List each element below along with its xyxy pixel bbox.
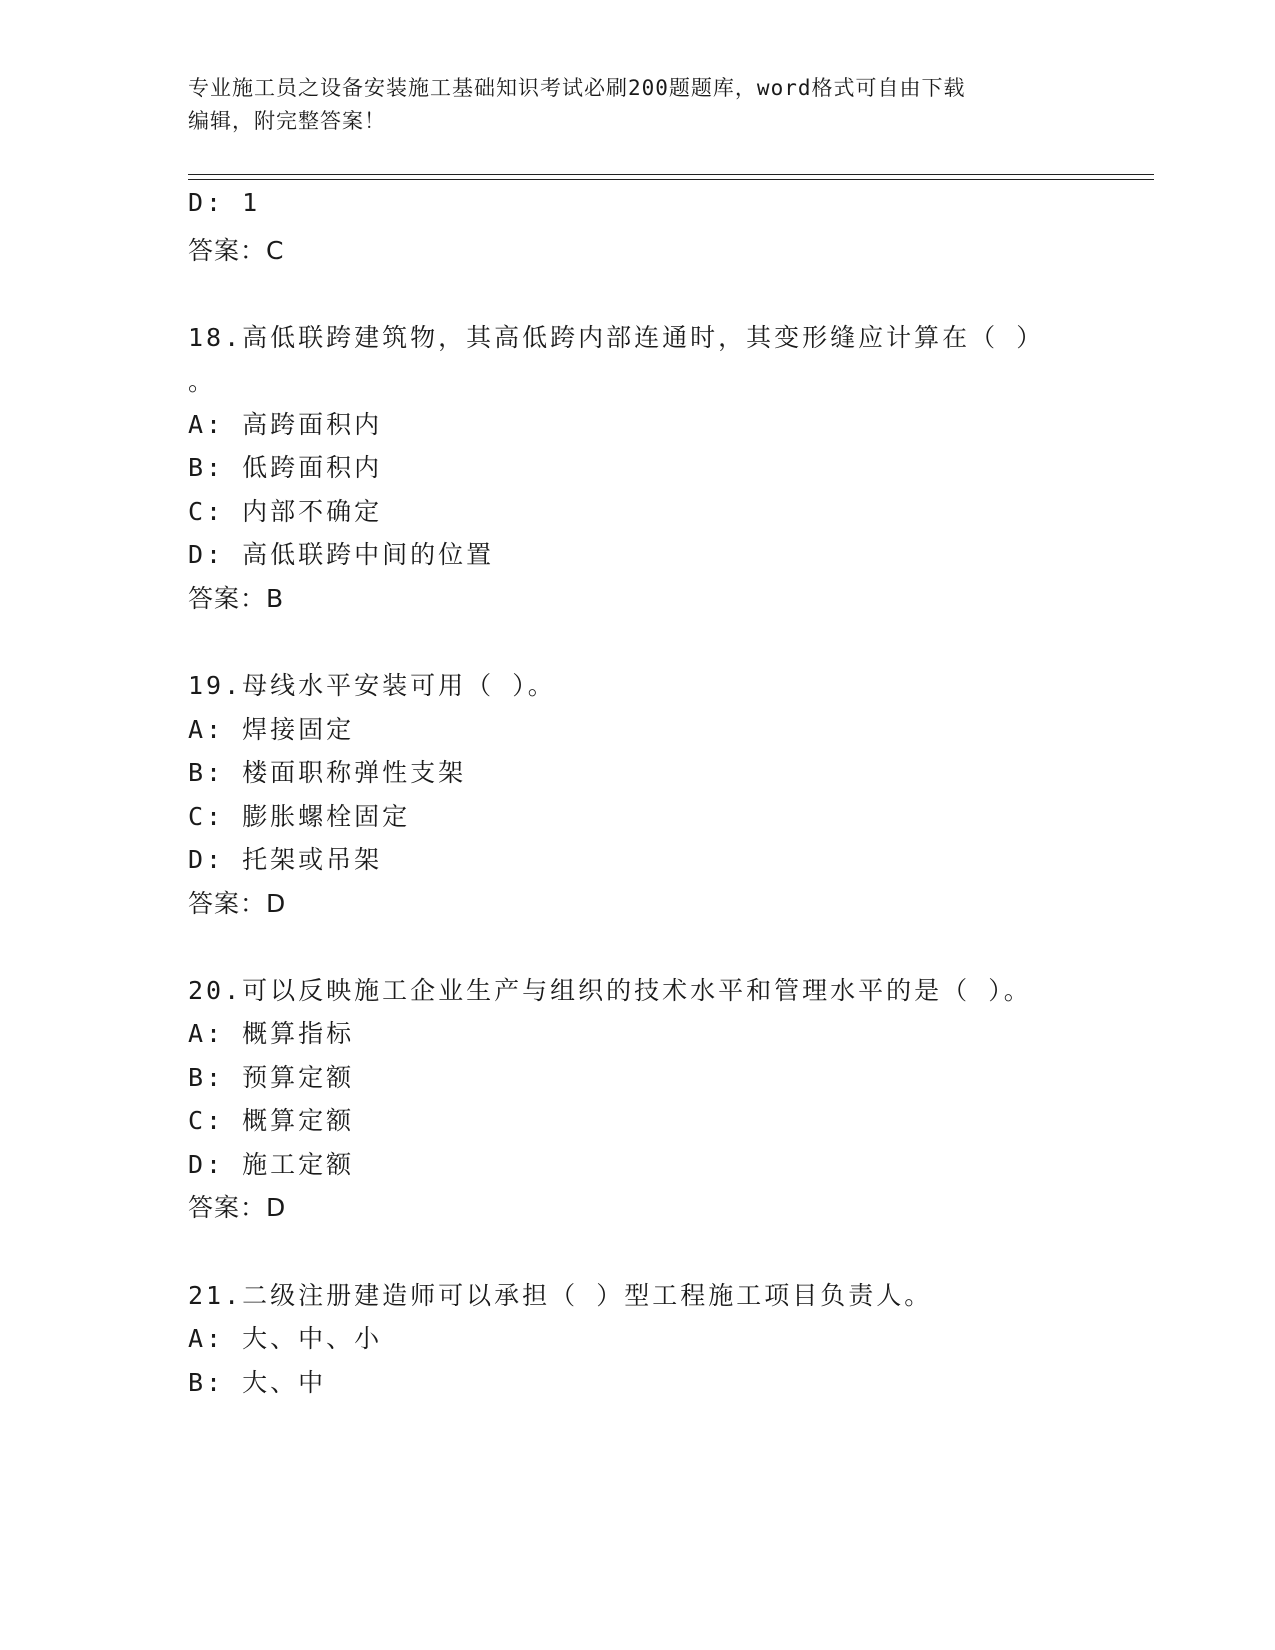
q18-stem-cont: 。 xyxy=(188,367,217,396)
header-rule-bottom xyxy=(188,179,1154,180)
header-rule-top xyxy=(188,174,1154,175)
q18-option-a: A: 高跨面积内 xyxy=(188,410,383,439)
q19-option-d: D: 托架或吊架 xyxy=(188,845,383,874)
q19-option-a: A: 焊接固定 xyxy=(188,715,355,744)
q20-option-a: A: 概算指标 xyxy=(188,1019,355,1048)
header-title-line2: 编辑，附完整答案！ xyxy=(188,109,386,133)
q18-stem: 18.高低联跨建筑物，其高低跨内部连通时，其变形缝应计算在（ ） xyxy=(188,323,1045,352)
q19-option-c: C: 膨胀螺栓固定 xyxy=(188,802,411,831)
q20-stem: 20.可以反映施工企业生产与组织的技术水平和管理水平的是（ ）。 xyxy=(188,976,1032,1005)
q20-option-b: B: 预算定额 xyxy=(188,1063,355,1092)
q20-option-d: D: 施工定额 xyxy=(188,1150,355,1179)
prev-answer: 答案：C xyxy=(188,236,285,265)
q21-stem: 21.二级注册建造师可以承担（ ）型工程施工项目负责人。 xyxy=(188,1281,933,1310)
q18-option-c: C: 内部不确定 xyxy=(188,497,383,526)
q21-option-a: A: 大、中、小 xyxy=(188,1324,383,1353)
q20-answer: 答案：D xyxy=(188,1193,287,1222)
prev-option-d: D: 1 xyxy=(188,188,261,217)
q19-answer: 答案：D xyxy=(188,889,287,918)
header-title-line1: 专业施工员之设备安装施工基础知识考试必刷200题题库，word格式可自由下载 xyxy=(188,76,966,100)
q18-option-d: D: 高低联跨中间的位置 xyxy=(188,540,495,569)
q19-stem: 19.母线水平安装可用（ ）。 xyxy=(188,671,556,700)
q21-option-b: B: 大、中 xyxy=(188,1368,327,1397)
q18-option-b: B: 低跨面积内 xyxy=(188,453,383,482)
q20-option-c: C: 概算定额 xyxy=(188,1106,355,1135)
q19-option-b: B: 楼面职称弹性支架 xyxy=(188,758,467,787)
q18-answer: 答案：B xyxy=(188,584,285,613)
document-header xyxy=(188,72,1068,138)
